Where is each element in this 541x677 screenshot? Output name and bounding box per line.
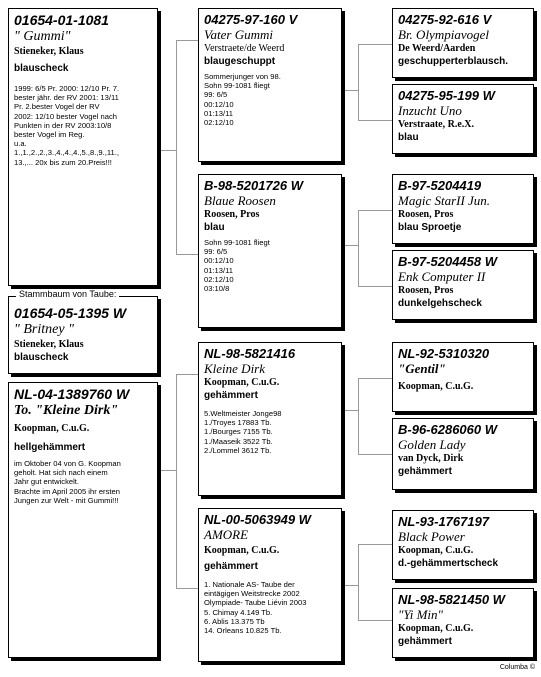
pedigree-label: Stammbaum von Taube: [16, 289, 119, 300]
performance-notes: Sommerjunger von 98. Sohn 99-1081 fliegt 99: 6/5 00:12/10 01:13/11 02:12/10 [204, 72, 281, 128]
breeder: Roosen, Pros [398, 285, 454, 296]
color: blauscheck [14, 352, 69, 363]
connector [358, 544, 359, 620]
ring-number: 04275-97-160 V [204, 12, 298, 27]
color: blau [204, 222, 225, 233]
connector [358, 120, 392, 121]
breeder: Koopman, C.u.G. [14, 423, 90, 434]
sire-card[interactable] [8, 8, 158, 286]
breeder: Stieneker, Klaus [14, 339, 84, 350]
breeder: Verstraete/de Weerd [204, 43, 285, 54]
performance-notes: 5.Weltmeister Jonge98 1./Troyes 17883 Tb. 1./Bourges 7155 Tb. 1./Maaseik 3522 Tb. 2./Lommel 3612 Tb. [204, 409, 282, 455]
connector [358, 544, 392, 545]
great-grandparent-card[interactable] [392, 342, 534, 412]
breeder: Stieneker, Klaus [14, 46, 84, 57]
breeder: Koopman, C.u.G. [204, 377, 280, 388]
pigeon-name: AMORE [204, 527, 249, 542]
pigeon-name: Enk Computer II [398, 269, 486, 284]
color: gehämmert [398, 466, 452, 477]
ring-number: 01654-01-1081 [14, 12, 109, 28]
breeder: Roosen, Pros [398, 209, 454, 220]
color: gehämmert [204, 390, 258, 401]
dam-sire-card[interactable] [198, 342, 342, 496]
great-grandparent-card[interactable] [392, 418, 534, 490]
performance-notes: 1999: 6/5 Pr. 2000: 12/10 Pr. 7. bester jähr. der RV 2001: 13/11 Pr. 2.bester Vogel der RV 2002: 12/10 bester Vogel nach Punkten in der RV 2003:10/8 bester Vogel im Reg. u.a. 1.,1.,2.,2.,3.,4.,4.,4.,5.,8.,9.,11., 13.,... 20x bis zum 20.Preis!!! [14, 84, 120, 167]
dam-card[interactable] [8, 382, 158, 658]
connector [176, 40, 177, 254]
ring-number: 04275-92-616 V [398, 12, 492, 27]
great-grandparent-card[interactable] [392, 8, 534, 78]
connector [176, 588, 198, 589]
connector [358, 44, 392, 45]
color: gehämmert [204, 561, 258, 572]
performance-notes: 1. Nationale AS- Taube der eintägigen Weitstrecke 2002 Olympiade- Taube Liévin 2003 5. Chimay 4.149 Tb. 6. Ablis 13.375 Tb 14. Orleans 10.825 Tb. [204, 580, 307, 636]
pigeon-name: Magic StarII Jun. [398, 193, 491, 208]
pigeon-name: Golden Lady [398, 437, 466, 452]
pigeon-name: " Gummi" [14, 29, 71, 44]
color: blau [398, 132, 419, 143]
pigeon-name: Inzucht Uno [398, 103, 462, 118]
pigeon-name: Blaue Roosen [204, 193, 276, 208]
great-grandparent-card[interactable] [392, 250, 534, 320]
breeder: Koopman, C.u.G. [398, 545, 474, 556]
color: dunkelgehscheck [398, 298, 482, 309]
connector [358, 44, 359, 120]
ring-number: B-98-5201726 W [204, 178, 303, 193]
connector [358, 286, 392, 287]
great-grandparent-card[interactable] [392, 588, 534, 658]
connector [358, 620, 392, 621]
color: gehämmert [398, 636, 452, 647]
ring-number: NL-04-1389760 W [14, 386, 130, 402]
ring-number: NL-92-5310320 [398, 346, 490, 361]
subject-card[interactable] [8, 296, 158, 374]
ring-number: NL-00-5063949 W [204, 512, 311, 527]
connector [358, 210, 359, 286]
breeder: Koopman, C.u.G. [204, 545, 280, 556]
ring-number: 04275-95-199 W [398, 88, 495, 103]
connector [358, 378, 359, 454]
connector [340, 585, 359, 586]
sire-dam-card[interactable] [198, 174, 342, 328]
pigeon-name: "Gentil" [398, 361, 446, 376]
connector [176, 40, 198, 41]
connector [176, 374, 198, 375]
great-grandparent-card[interactable] [392, 510, 534, 580]
pigeon-name: Vater Gummi [204, 27, 273, 42]
ring-number: 01654-05-1395 W [14, 305, 127, 321]
color: geschupperterblausch. [398, 56, 509, 67]
pigeon-name: "Yi Min" [398, 607, 443, 622]
breeder: Roosen, Pros [204, 209, 260, 220]
connector [340, 90, 359, 91]
breeder: van Dyck, Dirk [398, 453, 464, 464]
breeder: Koopman, C.u.G. [398, 381, 474, 392]
pigeon-name: Kleine Dirk [204, 361, 266, 376]
performance-notes: im Oktober 04 von G. Koopman geholt. Hat sich nach einem Jahr gut entwickelt. Brachte im April 2005 ihr ersten Jungen zur Welt - mit Gummi!!! [14, 459, 121, 505]
performance-notes: Sohn 99-1081 fliegt 99: 6/5 00:12/10 01:13/11 02:12/10 03:10/8 [204, 238, 270, 294]
ring-number: B-97-5204419 [398, 178, 482, 193]
ring-number: NL-93-1767197 [398, 514, 490, 529]
connector [340, 245, 359, 246]
color: blau Sproetje [398, 222, 462, 233]
ring-number: NL-98-5821416 [204, 346, 296, 361]
great-grandparent-card[interactable] [392, 174, 534, 244]
pigeon-name: Br. Olympiavogel [398, 27, 489, 42]
pigeon-name: " Britney " [14, 322, 74, 337]
color: blauscheck [14, 63, 69, 74]
ring-number: B-96-6286060 W [398, 422, 497, 437]
connector [358, 378, 392, 379]
connector [156, 470, 177, 471]
great-grandparent-card[interactable] [392, 84, 534, 154]
connector [156, 150, 177, 151]
footer-brand: Columba © [499, 664, 535, 671]
pigeon-name: To. "Kleine Dirk" [14, 403, 119, 418]
ring-number: B-97-5204458 W [398, 254, 497, 269]
color: d.-gehämmertscheck [398, 558, 499, 569]
dam-dam-card[interactable] [198, 508, 342, 662]
ring-number: NL-98-5821450 W [398, 592, 505, 607]
breeder: Verstraate, R.e.X. [398, 119, 474, 130]
breeder: De Weerd/Aarden [398, 43, 476, 54]
breeder: Koopman, C.u.G. [398, 623, 474, 634]
connector [358, 210, 392, 211]
color: blaugeschuppt [204, 56, 276, 67]
connector [340, 410, 359, 411]
color: hellgehämmert [14, 442, 86, 453]
sire-sire-card[interactable] [198, 8, 342, 162]
pigeon-name: Black Power [398, 529, 465, 544]
connector [176, 254, 198, 255]
connector [358, 454, 392, 455]
connector [176, 374, 177, 588]
